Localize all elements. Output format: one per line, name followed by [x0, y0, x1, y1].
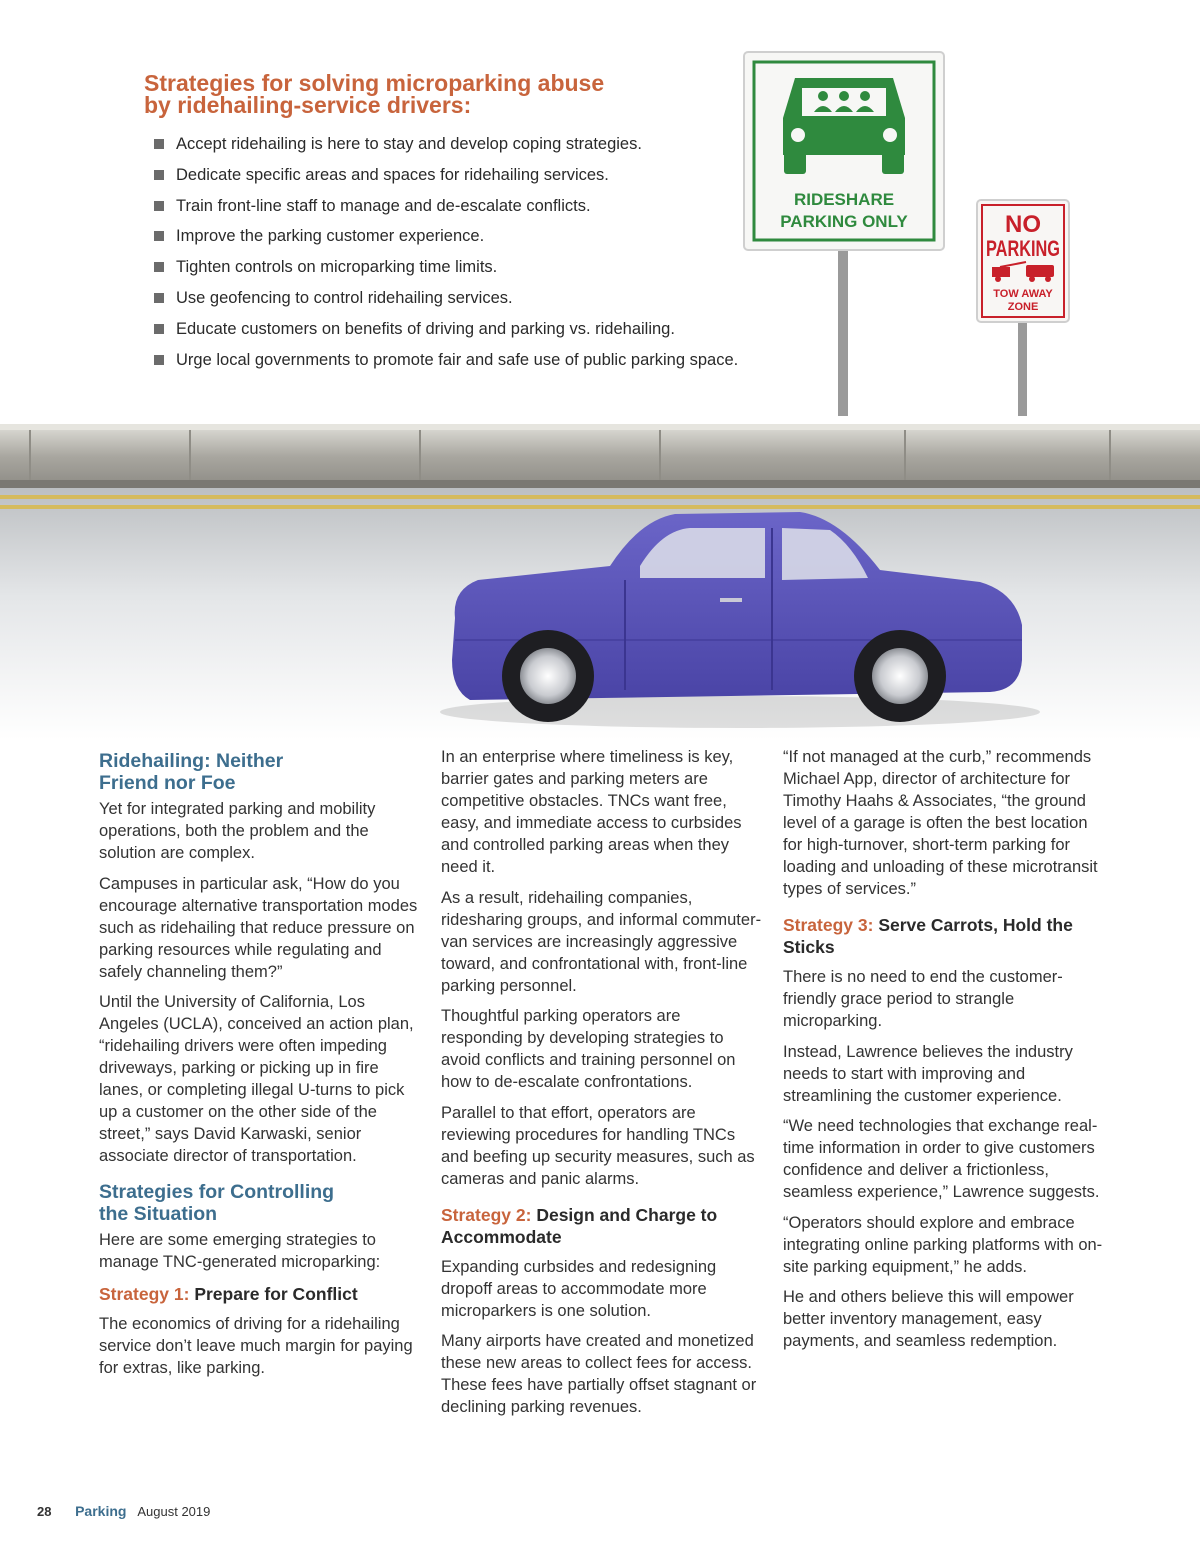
list-item — [154, 319, 794, 339]
section-heading-ridehailing — [99, 750, 424, 794]
paragraph: Many airports have created and monetized these new areas to collect fees for access. These fees have partially offset stagnant or declining parking revenues. — [441, 1332, 757, 1416]
list-item — [154, 350, 794, 370]
list-item — [154, 257, 794, 277]
article-column-2 — [441, 746, 766, 1427]
magazine-name: Parking — [75, 1503, 127, 1519]
list-item — [154, 196, 794, 216]
list-item-text: Train front-line staff to manage and de-escalate conflicts. — [176, 196, 591, 215]
paragraph: “If not managed at the curb,” recommends Michael App, director of architecture for Timothy Haahs & Associates, “the ground level of a garage is often the best location for high-turnover, short-term parking for loading and unloading of these microtransit types of services.” — [783, 748, 1098, 898]
paragraph: The economics of driving for a ridehailing service don’t leave much margin for paying for extras, like parking. — [99, 1315, 413, 1377]
article-column-1 — [99, 746, 424, 1388]
list-item-text: Improve the parking customer experience. — [176, 227, 485, 246]
list-item — [154, 288, 794, 308]
tow-away-line1: TOW AWAY — [993, 288, 1053, 300]
paragraph: Yet for integrated parking and mobility operations, both the problem and the solution are complex. — [99, 800, 376, 862]
heading-line: the Situation — [99, 1203, 218, 1225]
concrete-barrier — [0, 428, 1200, 486]
paragraph: “Operators should explore and embrace integrating online parking platforms with on-site parking equipment,” he adds. — [783, 1213, 1103, 1276]
list-item-text: Accept ridehailing is here to stay and develop coping strategies. — [176, 135, 642, 153]
page-number: 28 — [37, 1504, 52, 1519]
strategies-title — [144, 72, 794, 116]
list-item-text: Use geofencing to control ridehailing services. — [176, 288, 513, 307]
strategy-3-heading — [783, 914, 1108, 958]
rideshare-sign-line2: PARKING ONLY — [780, 212, 908, 231]
strategies-box — [144, 72, 794, 380]
strategy-tag: Strategy 3: — [783, 915, 874, 935]
paragraph: Parallel to that effort, operators are reviewing procedures for handling TNCs and beefing up security measures, such as cameras and panic alarms. — [441, 1103, 755, 1188]
square-bullet-icon — [154, 201, 164, 211]
no-parking-sign — [977, 200, 1069, 322]
square-bullet-icon — [154, 262, 164, 272]
strategies-title-line1: Strategies for solving microparking abuse — [144, 70, 605, 96]
article-column-3 — [783, 746, 1108, 1361]
strategy-title: Prepare for Conflict — [194, 1284, 358, 1304]
section-heading-strategies — [99, 1181, 424, 1225]
paragraph: “We need technologies that exchange real-time information in order to give customers confidence and deliver a frictionless, seamless experience,” Lawrence suggests. — [783, 1117, 1100, 1201]
paragraph: As a result, ridehailing companies, ridesharing groups, and informal commuter-van services are increasingly aggressive toward, and confrontational with, front-line parking personnel. — [441, 888, 762, 995]
tow-away-line2: ZONE — [1007, 301, 1039, 313]
square-bullet-icon — [154, 231, 164, 241]
strategy-2-heading — [441, 1204, 766, 1248]
paragraph: Until the University of California, Los Angeles (UCLA), conceived an action plan, “ridehailing drivers were often impeding driveways, parking or picking up in fire lanes, or completing illegal U-turns to pick up a customer on the other side of the street,” says David Karwaski, senior associate director of transportation. — [99, 993, 414, 1165]
strategies-list — [154, 134, 794, 370]
paragraph: In an enterprise where timeliness is key, barrier gates and parking meters are competitive obstacles. TNCs want free, easy, and immediate access to curbsides and controlled parking areas when they need it. — [441, 748, 742, 876]
list-item-text: Educate customers on benefits of driving and parking vs. ridehailing. — [176, 319, 675, 338]
strategies-title-line2: by ridehailing-service drivers: — [144, 92, 472, 118]
paragraph: Expanding curbsides and redesigning dropoff areas to accommodate more microparkers is one solution. — [441, 1257, 717, 1320]
strategy-1-heading — [99, 1283, 424, 1305]
list-item — [154, 134, 794, 154]
list-item — [154, 165, 794, 185]
rear-wheel — [854, 630, 946, 722]
heading-line: Strategies for Controlling — [99, 1181, 335, 1203]
list-item-text: Dedicate specific areas and spaces for ridehailing services. — [176, 165, 609, 184]
rideshare-sign-line1: RIDESHARE — [793, 190, 895, 209]
paragraph: Thoughtful parking operators are responding by developing strategies to avoid conflicts and training personnel on how to de-escalate confrontations. — [441, 1007, 736, 1091]
no-parking-sign-post — [1018, 318, 1027, 416]
heading-line: Friend nor Foe — [99, 772, 236, 794]
paragraph: Campuses in particular ask, “How do you encourage alternative transportation modes such as ridehailing that reduce pressure on parking resources while regulating and safely channeling them?” — [99, 874, 418, 981]
paragraph: Instead, Lawrence believes the industry needs to start with improving and streamlining the customer experience. — [783, 1042, 1073, 1105]
square-bullet-icon — [154, 139, 164, 149]
strategy-tag: Strategy 2: — [441, 1204, 532, 1225]
paragraph: He and others believe this will empower better inventory management, easy payments, and seamless redemption. — [783, 1288, 1074, 1350]
page-footer — [37, 1503, 210, 1519]
paragraph: There is no need to end the customer-friendly grace period to strangle microparking. — [783, 968, 1063, 1030]
square-bullet-icon — [154, 355, 164, 365]
front-wheel — [502, 630, 594, 722]
no-parking-line2: PARKING — [986, 236, 1060, 261]
strategy-tag: Strategy 1: — [99, 1284, 190, 1304]
strategy-title: Design and Charge to Accommodate — [441, 1204, 718, 1247]
square-bullet-icon — [154, 293, 164, 303]
issue-date: August 2019 — [137, 1504, 211, 1519]
list-item — [154, 226, 794, 246]
heading-line: Ridehailing: Neither — [99, 750, 284, 772]
square-bullet-icon — [154, 324, 164, 334]
list-item-text: Tighten controls on microparking time limits. — [176, 258, 498, 277]
list-item-text: Urge local governments to promote fair and safe use of public parking space. — [176, 350, 739, 369]
strategy-title: Serve Carrots, Hold the Sticks — [783, 915, 1073, 957]
rideshare-sign-post — [838, 248, 848, 416]
square-bullet-icon — [154, 170, 164, 180]
no-parking-line1: NO — [1005, 211, 1041, 238]
paragraph: Here are some emerging strategies to manage TNC-generated microparking: — [99, 1231, 381, 1271]
